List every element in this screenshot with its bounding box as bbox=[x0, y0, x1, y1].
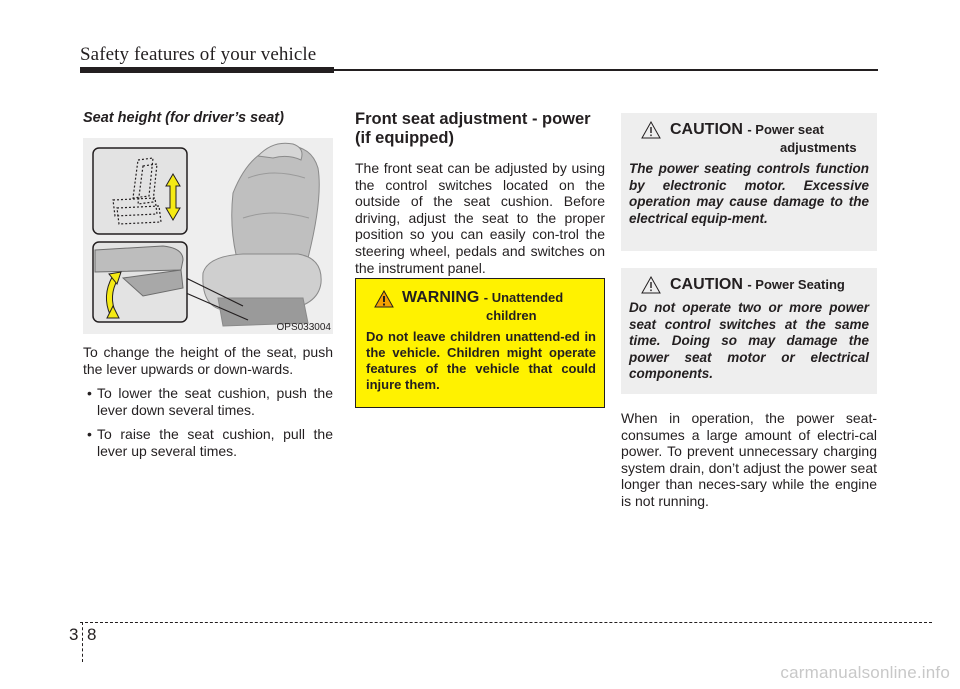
middle-column bbox=[355, 110, 605, 276]
warning-sub-line1: - Unattended bbox=[483, 290, 564, 305]
page-number: 8 bbox=[87, 625, 97, 644]
seat-height-heading: Seat height (for driver’s seat) bbox=[83, 110, 284, 126]
caution-word: CAUTION bbox=[670, 121, 743, 138]
warning-word: WARNING bbox=[402, 289, 480, 306]
list-item: • To lower the seat cushion, push the lever down several times. bbox=[87, 385, 333, 418]
power-seat-title: Front seat adjustment - power (if equipped) bbox=[355, 110, 591, 147]
caution-sub-line1: - Power Seating bbox=[747, 277, 845, 292]
warning-box bbox=[355, 278, 605, 408]
caution-box-adjustments bbox=[621, 113, 877, 251]
caution-triangle-icon bbox=[641, 276, 661, 294]
page-header-title: Safety features of your vehicle bbox=[80, 44, 317, 65]
watermark: carmanualsonline.info bbox=[780, 663, 950, 682]
power-seat-body: The front seat can be adjusted by using the control switches located on the outside of the seat cushion. Before driving, adjust the seat to the proper position so you can easily con-trol the steering wheel, pedals and switches on the instrument panel. bbox=[355, 160, 605, 276]
caution-triangle-icon bbox=[641, 121, 661, 139]
seat-height-intro: To change the height of the seat, push the lever upwards or down-wards. bbox=[83, 344, 333, 377]
footer-divider bbox=[82, 622, 83, 662]
header-rule bbox=[80, 67, 878, 73]
footer-rule bbox=[80, 622, 932, 623]
figure-code: OPS033004 bbox=[276, 322, 331, 333]
power-consumption-text bbox=[621, 410, 877, 510]
power-consumption-body: When in operation, the power seat-consumes a large amount of electri-cal power. To prevent unnecessary charging system drain, don’t adjust the power seat longer than neces-sary while the engine is not running. bbox=[621, 410, 877, 509]
warning-triangle-icon bbox=[374, 290, 394, 308]
caution-sub-line2: adjustments bbox=[780, 140, 857, 155]
seat-illustration bbox=[83, 138, 333, 334]
warning-sub-line2: children bbox=[486, 308, 537, 323]
list-item: • To raise the seat cushion, pull the lever up several times. bbox=[87, 426, 333, 459]
seat-height-figure bbox=[83, 138, 333, 334]
caution-word: CAUTION bbox=[670, 276, 743, 293]
caution-text: The power seating controls function by electronic motor. Excessive operation may cause damage to the electrical equip-ment. bbox=[629, 161, 869, 226]
warning-text: Do not leave children unattend-ed in the vehicle. Children might operate features of the vehicle that could injure them. bbox=[366, 329, 596, 392]
caution-text: Do not operate two or more power seat control switches at the same time. Doing so may damage the power seat motor or electrical components. bbox=[629, 300, 869, 381]
chapter-number: 3 bbox=[69, 625, 79, 644]
left-column bbox=[83, 110, 333, 468]
caution-box-seating bbox=[621, 268, 877, 394]
caution-sub-line1: - Power seat bbox=[747, 122, 824, 137]
seat-height-bullets bbox=[83, 385, 333, 459]
